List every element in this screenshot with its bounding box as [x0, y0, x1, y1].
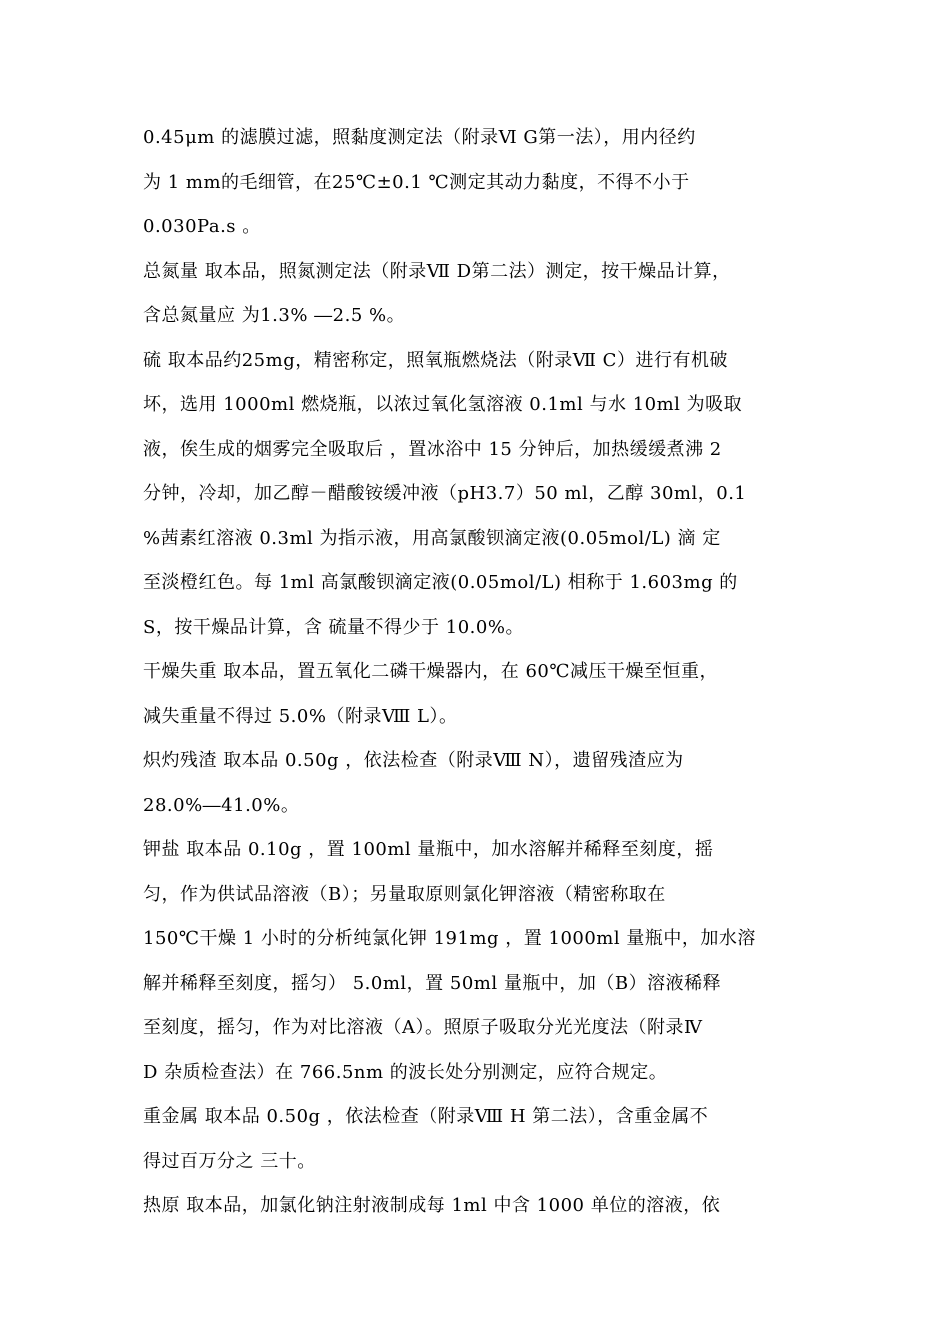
- text-line: 钾盐 取本品 0.10g ，置 100ml 量瓶中，加水溶解并稀释至刻度，摇: [143, 839, 714, 860]
- text-line: 炽灼残渣 取本品 0.50g ，依法检查（附录Ⅷ N），遗留残渣应为: [143, 750, 684, 771]
- text-line: 150℃干燥 1 小时的分析纯氯化钾 191mg ，置 1000ml 量瓶中，加水溶: [143, 928, 756, 949]
- text-line: D 杂质检查法）在 766.5nm 的波长处分别测定，应符合规定。: [143, 1062, 668, 1083]
- text-line: 液，俟生成的烟雾完全吸取后 ，置冰浴中 15 分钟后，加热缓缓煮沸 2: [143, 439, 722, 460]
- text-line: %茜素红溶液 0.3ml 为指示液，用高氯酸钡滴定液(0.05mol/L) 滴 定: [143, 528, 721, 549]
- text-line: 28.0%―41.0%。: [143, 795, 300, 816]
- text-line: 含总氮量应 为1.3% ―2.5 %。: [143, 305, 406, 326]
- text-line: 热原 取本品，加氯化钠注射液制成每 1ml 中含 1000 单位的溶液，依: [143, 1195, 721, 1216]
- text-line: 解并稀释至刻度，摇匀） 5.0ml，置 50ml 量瓶中，加（B）溶液稀释: [143, 973, 722, 994]
- text-line: 硫 取本品约25mg，精密称定，照氧瓶燃烧法（附录Ⅶ C）进行有机破: [143, 350, 728, 371]
- text-line: S，按干燥品计算，含 硫量不得少于 10.0%。: [143, 617, 524, 638]
- text-line: 重金属 取本品 0.50g ，依法检查（附录Ⅷ H 第二法），含重金属不: [143, 1106, 709, 1127]
- text-line: 分钟，冷却，加乙醇－醋酸铵缓冲液（pH3.7）50 ml，乙醇 30ml，0.1: [143, 483, 747, 504]
- text-line: 0.030Pa.s 。: [143, 216, 261, 237]
- text-line: 得过百万分之 三十。: [143, 1151, 316, 1172]
- text-line: 匀，作为供试品溶液（B）；另量取原则氯化钾溶液（精密称取在: [143, 884, 666, 905]
- text-line: 为 1 mm的毛细管，在25℃±0.1 ℃测定其动力黏度，不得不小于: [143, 172, 690, 193]
- text-line: 总氮量 取本品，照氮测定法（附录Ⅶ D第二法）测定，按干燥品计算，: [143, 261, 731, 282]
- text-line: 0.45μm 的滤膜过滤，照黏度测定法（附录Ⅵ G第一法），用内径约: [143, 127, 696, 148]
- text-line: 至淡橙红色。每 1ml 高氯酸钡滴定液(0.05mol/L) 相称于 1.603mg 的: [143, 572, 738, 593]
- text-line: 至刻度，摇匀，作为对比溶液（A）。照原子吸取分光光度法（附录Ⅳ: [143, 1017, 703, 1038]
- text-line: 减失重量不得过 5.0%（附录Ⅷ L）。: [143, 706, 458, 727]
- text-line: 干燥失重 取本品，置五氧化二磷干燥器内，在 60℃减压干燥至恒重，: [143, 661, 718, 682]
- text-line: 坏，选用 1000ml 燃烧瓶，以浓过氧化氢溶液 0.1ml 与水 10ml 为吸取: [143, 394, 743, 415]
